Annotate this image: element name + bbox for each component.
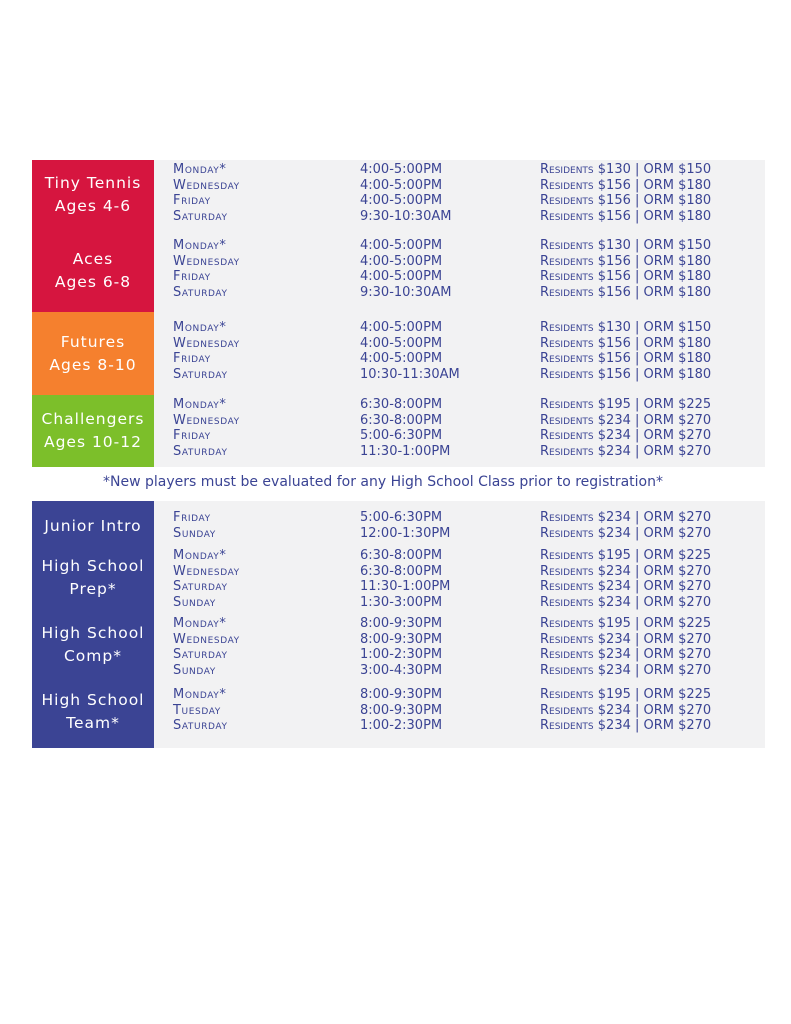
group-name: Junior Intro	[44, 516, 142, 535]
time-cell: 3:00-4:30PM	[360, 662, 443, 678]
day-cell: Wednesday	[173, 563, 240, 579]
price-cell: Residents $156 | ORM $180	[540, 284, 712, 300]
table-row	[32, 510, 765, 526]
table-row	[32, 397, 765, 413]
day-cell: Saturday	[173, 647, 228, 662]
price-cell: Residents $156 | ORM $180	[540, 269, 712, 284]
time-cell: 10:30-11:30AM	[360, 366, 460, 382]
price-cell: Residents $234 | ORM $270	[540, 563, 712, 579]
time-cell: 6:30-8:00PM	[360, 548, 443, 563]
group-name: Futures	[60, 332, 126, 351]
time-cell: 4:00-5:00PM	[360, 177, 443, 193]
day-cell: Tuesday	[173, 702, 221, 718]
time-cell: 11:30-1:00PM	[360, 443, 451, 459]
time-cell: 4:00-5:00PM	[360, 238, 443, 253]
table-row	[32, 413, 765, 429]
time-cell: 4:00-5:00PM	[360, 335, 443, 351]
time-cell: 1:00-2:30PM	[360, 718, 443, 733]
table-row	[32, 548, 765, 564]
time-cell: 4:00-5:00PM	[360, 351, 443, 366]
table-row	[32, 663, 765, 679]
day-cell: Friday	[173, 510, 211, 525]
day-cell: Saturday	[173, 443, 228, 459]
table-row	[32, 254, 765, 270]
table-row	[32, 193, 765, 209]
table-row	[32, 444, 765, 460]
table-row	[32, 718, 765, 734]
price-cell: Residents $234 | ORM $270	[540, 428, 712, 443]
time-cell: 4:00-5:00PM	[360, 193, 443, 208]
price-cell: Residents $234 | ORM $270	[540, 443, 712, 459]
price-cell: Residents $156 | ORM $180	[540, 253, 712, 269]
table-row	[32, 367, 765, 383]
group-name: Tiny Tennis	[44, 174, 142, 192]
table-row	[32, 336, 765, 352]
group-ages: Ages 4-6	[54, 197, 132, 215]
time-cell: 8:00-9:30PM	[360, 631, 443, 647]
table-row	[32, 162, 765, 178]
time-cell: 6:30-8:00PM	[360, 412, 443, 428]
price-cell: Residents $195 | ORM $225	[540, 687, 712, 702]
table-row	[32, 269, 765, 285]
price-cell: Residents $195 | ORM $225	[540, 397, 712, 412]
table-row	[32, 595, 765, 611]
time-cell: 5:00-6:30PM	[360, 428, 443, 443]
price-cell: Residents $234 | ORM $270	[540, 412, 712, 428]
price-cell: Residents $234 | ORM $270	[540, 525, 712, 541]
day-cell: Monday*	[173, 320, 227, 335]
day-cell: Wednesday	[173, 335, 240, 351]
time-cell: 5:00-6:30PM	[360, 510, 443, 525]
price-cell: Residents $195 | ORM $225	[540, 548, 712, 563]
time-cell: 1:30-3:00PM	[360, 594, 443, 610]
price-cell: Residents $156 | ORM $180	[540, 193, 712, 208]
day-cell: Monday*	[173, 687, 227, 702]
table-row	[32, 238, 765, 254]
table-row	[32, 616, 765, 632]
day-cell: Saturday	[173, 284, 228, 300]
time-cell: 6:30-8:00PM	[360, 397, 443, 412]
day-cell: Saturday	[173, 366, 228, 382]
price-cell: Residents $156 | ORM $180	[540, 208, 712, 224]
time-cell: 8:00-9:30PM	[360, 687, 443, 702]
day-cell: Friday	[173, 428, 211, 443]
price-cell: Residents $234 | ORM $270	[540, 647, 712, 662]
day-cell: Wednesday	[173, 253, 240, 269]
price-cell: Residents $156 | ORM $180	[540, 335, 712, 351]
table-row	[32, 428, 765, 444]
day-cell: Wednesday	[173, 412, 240, 428]
price-cell: Residents $130 | ORM $150	[540, 162, 712, 177]
table-row	[32, 351, 765, 367]
table-row	[32, 526, 765, 542]
table-row	[32, 209, 765, 225]
time-cell: 12:00-1:30PM	[360, 525, 451, 541]
high-school-schedule-table	[32, 501, 765, 748]
time-cell: 9:30-10:30AM	[360, 208, 452, 224]
group-ages: Ages 10-12	[43, 433, 142, 451]
price-cell: Residents $156 | ORM $180	[540, 177, 712, 193]
table-row	[32, 564, 765, 580]
group-sub: Team*	[66, 714, 120, 732]
day-cell: Monday*	[173, 548, 227, 563]
table-row	[32, 178, 765, 194]
table-row	[32, 320, 765, 336]
time-cell: 8:00-9:30PM	[360, 616, 443, 631]
day-cell: Wednesday	[173, 177, 240, 193]
group-name: High School	[41, 624, 145, 642]
group-name: Challengers	[41, 410, 145, 428]
time-cell: 4:00-5:00PM	[360, 320, 443, 335]
group-ages: Ages 6-8	[54, 273, 132, 291]
day-cell: Sunday	[173, 594, 216, 610]
day-cell: Monday*	[173, 162, 227, 177]
price-cell: Residents $195 | ORM $225	[540, 616, 712, 631]
price-cell: Residents $156 | ORM $180	[540, 351, 712, 366]
group-name: Aces	[72, 250, 114, 268]
table-row	[32, 647, 765, 663]
price-cell: Residents $130 | ORM $150	[540, 320, 712, 335]
group-sub: Comp*	[63, 647, 122, 665]
price-cell: Residents $234 | ORM $270	[540, 594, 712, 610]
day-cell: Sunday	[173, 662, 216, 678]
group-name: High School	[41, 691, 145, 709]
table-row	[32, 579, 765, 595]
time-cell: 9:30-10:30AM	[360, 284, 452, 300]
group-ages: Ages 8-10	[49, 355, 137, 374]
evaluation-note: *New players must be evaluated for any High School Class prior to registration*	[103, 474, 663, 490]
time-cell: 4:00-5:00PM	[360, 162, 443, 177]
price-cell: Residents $234 | ORM $270	[540, 718, 712, 733]
price-cell: Residents $234 | ORM $270	[540, 631, 712, 647]
day-cell: Monday*	[173, 616, 227, 631]
day-cell: Monday*	[173, 397, 227, 412]
time-cell: 6:30-8:00PM	[360, 563, 443, 579]
table-row	[32, 632, 765, 648]
day-cell: Friday	[173, 193, 211, 208]
price-cell: Residents $234 | ORM $270	[540, 579, 712, 594]
time-cell: 4:00-5:00PM	[360, 269, 443, 284]
time-cell: 8:00-9:30PM	[360, 702, 443, 718]
table-row	[32, 687, 765, 703]
time-cell: 1:00-2:30PM	[360, 647, 443, 662]
price-cell: Residents $234 | ORM $270	[540, 702, 712, 718]
day-cell: Sunday	[173, 525, 216, 541]
table-row	[32, 285, 765, 301]
day-cell: Friday	[173, 351, 211, 366]
price-cell: Residents $234 | ORM $270	[540, 662, 712, 678]
day-cell: Wednesday	[173, 631, 240, 647]
group-sub: Prep*	[69, 580, 117, 598]
price-cell: Residents $234 | ORM $270	[540, 510, 712, 525]
day-cell: Saturday	[173, 718, 228, 733]
group-name: High School	[41, 557, 145, 575]
time-cell: 11:30-1:00PM	[360, 579, 451, 594]
youth-schedule-table	[32, 160, 765, 467]
day-cell: Friday	[173, 269, 211, 284]
price-cell: Residents $130 | ORM $150	[540, 238, 712, 253]
table-row	[32, 703, 765, 719]
day-cell: Saturday	[173, 579, 228, 594]
time-cell: 4:00-5:00PM	[360, 253, 443, 269]
day-cell: Saturday	[173, 208, 228, 224]
price-cell: Residents $156 | ORM $180	[540, 366, 712, 382]
day-cell: Monday*	[173, 238, 227, 253]
